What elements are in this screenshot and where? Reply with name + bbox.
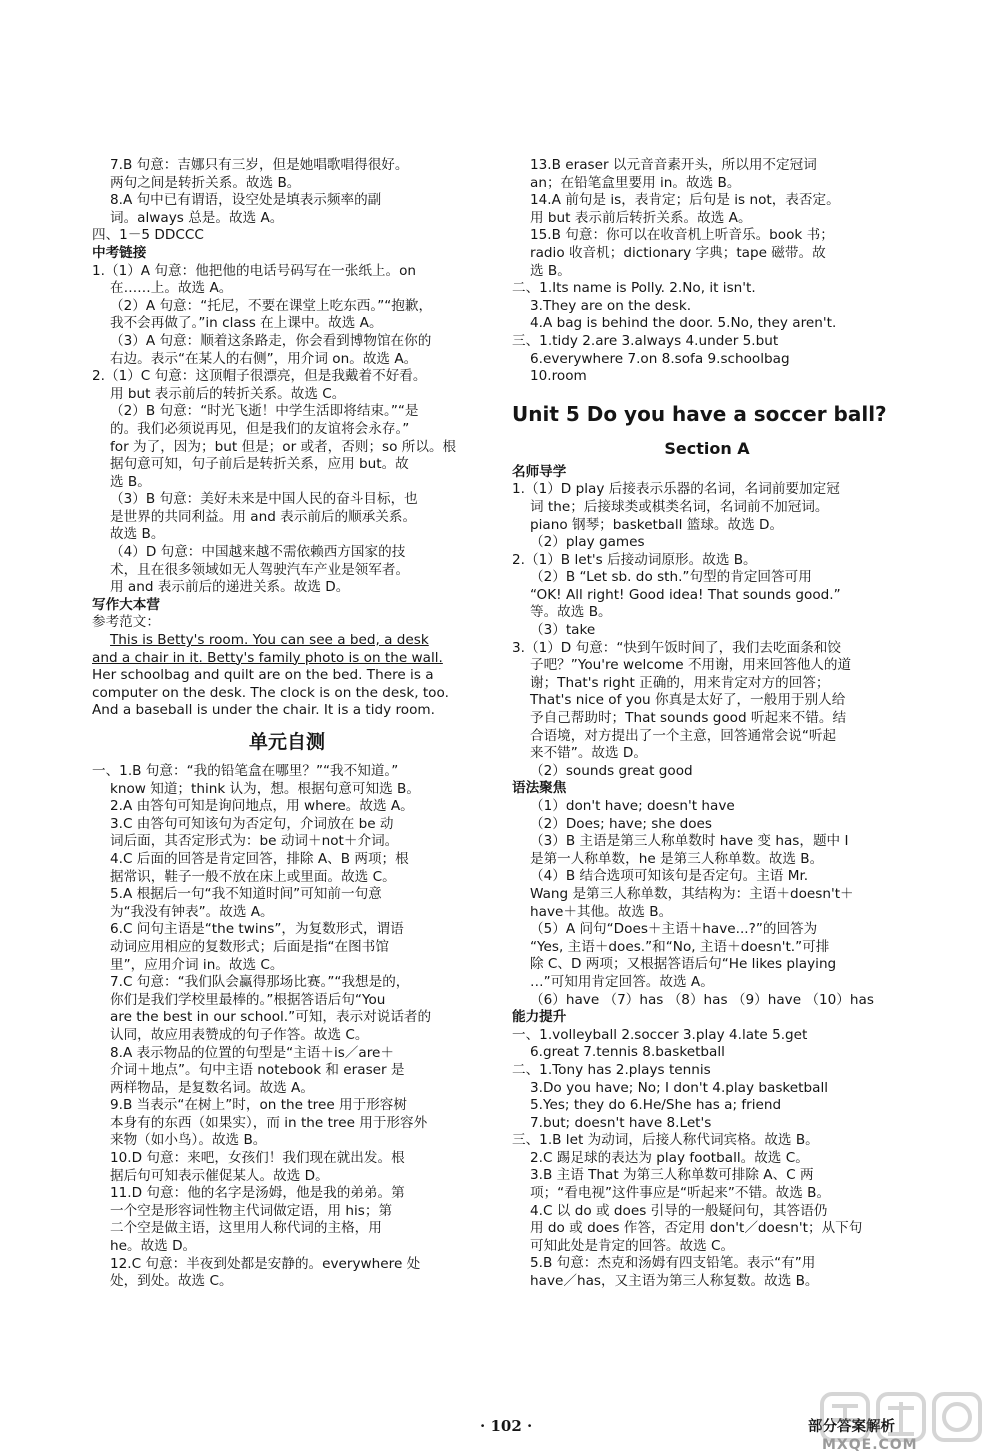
answer-line: 介词＋地点”。句中主语 notebook 和 eraser 是 bbox=[110, 1062, 405, 1079]
answer-line: 4.C 以 do 或 does 引导的一般疑问句，其答语仍 bbox=[530, 1202, 828, 1219]
answer-line: 三、1.B let 为动词，后接人称代词宾格。故选 B。 bbox=[512, 1132, 819, 1149]
answer-line: 三、1.tidy 2.are 3.always 4.under 5.but bbox=[512, 332, 779, 349]
answer-line: 8.A 表示物品的位置的句型是“主语＋is／are＋ bbox=[110, 1044, 394, 1061]
answer-line: 用 do 或 does 作答，否定用 don't／doesn't；从下句 bbox=[530, 1220, 863, 1237]
answer-line: 故选 B。 bbox=[110, 526, 165, 543]
answer-line: （2）Does; have; she does bbox=[530, 815, 712, 832]
section-heading: 中考链接 bbox=[92, 244, 147, 261]
right-column bbox=[512, 157, 902, 1291]
answer-line: （6）have （7）has （8）has （9）have （10）has bbox=[530, 991, 874, 1008]
answer-line: （3）B 句意：美好未来是中国人民的奋斗目标，也 bbox=[110, 491, 418, 508]
answer-line: piano 钢琴；basketball 篮球。故选 D。 bbox=[530, 516, 784, 533]
answer-line: 13.B eraser 以元音音素开头，所以用不定冠词 bbox=[530, 157, 817, 173]
answer-line: 用 but 表示前后的转折关系。故选 C。 bbox=[110, 385, 346, 402]
answer-line: （2）A 句意：“托尼，不要在课堂上吃东西。”“抱歉， bbox=[110, 297, 433, 314]
answer-line: 2.C 踢足球的表达为 play football。故选 C。 bbox=[530, 1149, 809, 1166]
answer-line: （2）play games bbox=[530, 534, 645, 551]
answer-line: 1.（1）A 句意：他把他的电话号码写在一张纸上。on bbox=[92, 262, 417, 279]
answer-line: 一个空是形容词性物主代词做定语，用 his；第 bbox=[110, 1202, 393, 1219]
answer-line: （3）B 主语是第三人称单数时 have 变 has，题中 I bbox=[530, 833, 849, 850]
answer-line: 词后面，其否定形式为：be 动词＋not＋介词。 bbox=[110, 833, 399, 850]
answer-line: 据句意可知，句子前后是转折关系，应用 but。故 bbox=[110, 456, 409, 473]
answer-line: 术，且在很多领域如无人驾驶汽车产业是领军者。 bbox=[110, 561, 410, 578]
answer-line: 2.（1）C 句意：这顶帽子很漂亮，但是我戴着不好看。 bbox=[92, 368, 427, 385]
answer-line: Her schoolbag and quilt are on the bed. There is a bbox=[92, 667, 434, 684]
answer-line: （5）A 问句“Does＋主语＋have...?”的回答为 bbox=[530, 921, 818, 938]
answer-line: 据常识，鞋子一般不放在床上或里面。故选 C。 bbox=[110, 868, 396, 885]
answer-line: 4.A bag is behind the door. 5.No, they aren't. bbox=[530, 315, 837, 332]
answer-line: have＋其他。故选 B。 bbox=[530, 903, 673, 920]
section-heading: 语法聚焦 bbox=[512, 780, 567, 797]
answer-line: 7.but; doesn't have 8.Let's bbox=[530, 1114, 712, 1131]
answer-line: know 知道；think 认为，想。根据句意可知选 B。 bbox=[110, 780, 420, 797]
answer-line: 动词应用相应的复数形式；后面是指“在图书馆 bbox=[110, 938, 389, 955]
answer-line: for 为了，因为；but 但是；or 或者，否则；so 所以。根 bbox=[110, 438, 457, 455]
answer-line: 你们是我们学校里最棒的。”根据答语后句“You bbox=[110, 991, 386, 1008]
answer-line: 等。故选 B。 bbox=[530, 604, 612, 621]
answer-line: 是第一人称单数，he 是第三人称单数。故选 B。 bbox=[530, 850, 824, 867]
section-title: Section A bbox=[664, 438, 750, 458]
answer-line: 右边。表示“在某人的右侧”，用介词 on。故选 A。 bbox=[110, 350, 418, 367]
answer-line: are the best in our school.”可知，表示对说话者的 bbox=[110, 1009, 432, 1026]
answer-line: 3.C 由答句可知该句为否定句，介词放在 be 动 bbox=[110, 815, 394, 832]
answer-line: That's nice of you 你真是太好了，一般用于别人给 bbox=[530, 692, 846, 709]
answer-line: And a baseball is under the chair. It is a tidy room. bbox=[92, 702, 435, 719]
answer-line: 词 the；后接球类或棋类名词，名词前不加冠词。 bbox=[530, 498, 829, 515]
answer-line: an；在铅笔盒里要用 in。故选 B。 bbox=[530, 174, 741, 191]
answer-line: 一、1.B 句意：“我的铅笔盒在哪里？”“我不知道。” bbox=[92, 763, 399, 779]
answer-line: 6.great 7.tennis 8.basketball bbox=[530, 1044, 725, 1061]
answer-line: 二、1.Its name is Polly. 2.No, it isn't. bbox=[512, 280, 756, 297]
answer-line: and a chair in it. Betty's family photo is on the wall. bbox=[92, 649, 443, 666]
answer-line: （1）don't have; doesn't have bbox=[530, 798, 735, 814]
answer-line: 子吧？”You're welcome 不用谢，用来回答他人的道 bbox=[530, 657, 852, 674]
answer-line: 3.Do you have; No; I don't 4.play basketball bbox=[530, 1079, 829, 1096]
answer-line: 用 and 表示前后的递进关系。故选 D。 bbox=[110, 579, 350, 596]
answer-line: 15.B 句意：你可以在收音机上听音乐。book 书； bbox=[530, 227, 834, 244]
answer-line: （2）B 句意：“时光飞逝！中学生活即将结束。”“是 bbox=[110, 403, 419, 420]
section-heading: 能力提升 bbox=[512, 1009, 567, 1026]
answer-line: （4）B 结合选项可知该句是否定句。主语 Mr. bbox=[530, 868, 809, 885]
answer-line: 9.B 当表示“在树上”时，on the tree 用于形容树 bbox=[110, 1097, 407, 1114]
answer-line: 二个空是做主语，这里用人称代词的主格，用 bbox=[110, 1220, 382, 1237]
answer-line: computer on the desk. The clock is on the desk, too. bbox=[92, 684, 449, 701]
answer-line: （4）D 句意：中国越来越不需依赖西方国家的技 bbox=[110, 544, 406, 561]
answer-line: 我不会再做了。”in class 在上课中。故选 A。 bbox=[110, 315, 383, 332]
answer-line: 可知此处是肯定的回答。故选 C。 bbox=[530, 1237, 735, 1254]
answer-line: 谢；That's right 正确的，用来肯定对方的回答； bbox=[530, 674, 830, 691]
answer-line: 3.（1）D 句意：“快到午饭时间了，我们去吃面条和饺 bbox=[512, 639, 841, 656]
answer-line: have／has，又主语为第三人称复数。故选 B。 bbox=[530, 1273, 819, 1290]
answer-line: 认同，故应用表赞成的句子作答。故选 C。 bbox=[110, 1026, 369, 1043]
answer-line: 据后句可知表示催促某人。故选 D。 bbox=[110, 1167, 329, 1184]
answer-line: 10.D 句意：来吧，女孩们！我们现在就出发。根 bbox=[110, 1150, 405, 1167]
answer-line: 处，到处。故选 C。 bbox=[110, 1273, 233, 1290]
answer-line: 除 C、D 两项；又根据答语后句“He likes playing bbox=[530, 956, 837, 973]
answer-line: 6.everywhere 7.on 8.sofa 9.schoolbag bbox=[530, 350, 790, 367]
answer-line: 2.A 由答句可知是询问地点，用 where。故选 A。 bbox=[110, 798, 414, 815]
answer-line: 4.C 后面的回答是肯定回答，排除 A、B 两项；根 bbox=[110, 850, 409, 867]
answer-line: 5.Yes; they do 6.He/She has a; friend bbox=[530, 1097, 782, 1114]
answer-line: he。故选 D。 bbox=[110, 1238, 197, 1255]
answer-line: （3）take bbox=[530, 622, 596, 639]
section-title: 单元自测 bbox=[248, 731, 325, 753]
answer-line: Wang 是第三人称单数，其结构为：主语＋doesn't＋ bbox=[530, 885, 854, 902]
answer-line: 一、1.volleyball 2.soccer 3.play 4.late 5.get bbox=[512, 1026, 808, 1043]
answer-line: 项；“看电视”这件事应是“听起来”不错。故选 B。 bbox=[530, 1185, 831, 1202]
answer-line: 两样物品，是复数名词。故选 A。 bbox=[110, 1079, 314, 1096]
answer-line: 选 B。 bbox=[530, 262, 571, 279]
answer-line: 在……上。故选 A。 bbox=[110, 280, 233, 297]
answer-line: 5.B 句意：杰克和汤姆有四支铅笔。表示“有”用 bbox=[530, 1255, 816, 1272]
answer-line: 选 B。 bbox=[110, 473, 151, 490]
section-title: Unit 5 Do you have a soccer ball? bbox=[512, 401, 887, 426]
answer-line: 用 but 表示前后转折关系。故选 A。 bbox=[530, 209, 752, 226]
answer-line: （2）sounds great good bbox=[530, 762, 693, 779]
left-column bbox=[92, 157, 482, 1291]
answer-line: 1.（1）D play 后接表示乐器的名词，名词前要加定冠 bbox=[512, 481, 840, 498]
answer-line: This is Betty's room. You can see a bed, a desk bbox=[110, 632, 429, 649]
answer-line: （3）A 句意：顺着这条路走，你会看到博物馆在你的 bbox=[110, 332, 432, 349]
answer-line: 本身有的东西（如果实），而 in the tree 用于形容外 bbox=[110, 1114, 428, 1131]
answer-line: 的。我们必须说再见，但是我们的友谊将会永存。” bbox=[110, 420, 410, 437]
answer-line: 词。always 总是。故选 A。 bbox=[110, 209, 284, 226]
answer-line: “OK! All right! Good idea! That sounds good.” bbox=[530, 586, 841, 603]
answer-line: radio 收音机；dictionary 字典；tape 磁带。故 bbox=[530, 244, 826, 261]
answer-line: 予自己帮助时；That sounds good 听起来不错。结 bbox=[530, 710, 847, 727]
answer-line: 3.They are on the desk. bbox=[530, 297, 692, 314]
answer-line: 11.D 句意：他的名字是汤姆，他是我的弟弟。第 bbox=[110, 1185, 405, 1202]
answer-line: 参考范文： bbox=[92, 614, 160, 631]
answer-line: 5.A 根据后一句“我不知道时间”可知前一句意 bbox=[110, 886, 382, 903]
answer-line: 里”，应用介词 in。故选 C。 bbox=[110, 956, 284, 973]
answer-line: 为“我没有钟表”。故选 A。 bbox=[110, 903, 274, 920]
answer-line: 来物（如小鸟）。故选 B。 bbox=[110, 1132, 267, 1149]
page-number: · 102 · bbox=[480, 1417, 533, 1435]
answer-line: “Yes, 主语＋does.”和“No, 主语＋doesn't.”可排 bbox=[530, 938, 830, 955]
answer-line: （2）B “Let sb. do sth.”句型的肯定回答可用 bbox=[530, 569, 812, 586]
section-heading: 写作大本营 bbox=[92, 596, 160, 613]
answer-line: 3.B 主语 That 为第三人称单数可排除 A、C 两 bbox=[530, 1167, 814, 1184]
answer-line: 二、1.Tony has 2.plays tennis bbox=[512, 1061, 711, 1078]
answer-line: 是世界的共同利益。用 and 表示前后的顺承关系。 bbox=[110, 508, 417, 525]
watermark-url: MXQE.COM bbox=[822, 1437, 918, 1453]
answer-line: 10.room bbox=[530, 368, 587, 385]
answer-line: 四、1－5 DDCCC bbox=[92, 227, 204, 244]
answer-line: 来不错”。故选 D。 bbox=[530, 745, 647, 762]
answer-line: 合语境，对方提出了一个主意，回答通常会说“听起 bbox=[530, 727, 837, 744]
answer-line: 8.A 句中已有谓语，设空处是填表示频率的副 bbox=[110, 192, 382, 209]
answer-line: 6.C 问句主语是“the twins”，为复数形式，谓语 bbox=[110, 921, 404, 938]
answer-line: 7.B 句意：吉娜只有三岁，但是她唱歌唱得很好。 bbox=[110, 157, 409, 173]
footer-label: 部分答案解析 bbox=[808, 1419, 895, 1435]
answer-line: 7.C 句意：“我们队会赢得那场比赛。”“我想是的， bbox=[110, 974, 410, 991]
section-heading: 名师导学 bbox=[512, 463, 567, 480]
answer-line: 两句之间是转折关系。故选 B。 bbox=[110, 174, 301, 191]
answer-line: 12.C 句意：半夜到处都是安静的。everywhere 处 bbox=[110, 1255, 421, 1272]
answer-line: 2.（1）B let's 后接动词原形。故选 B。 bbox=[512, 551, 757, 568]
answer-line: …”可知用肯定回答。故选 A。 bbox=[530, 973, 714, 990]
answer-line: 14.A 前句是 is，表肯定；后句是 is not，表否定。 bbox=[530, 192, 840, 209]
